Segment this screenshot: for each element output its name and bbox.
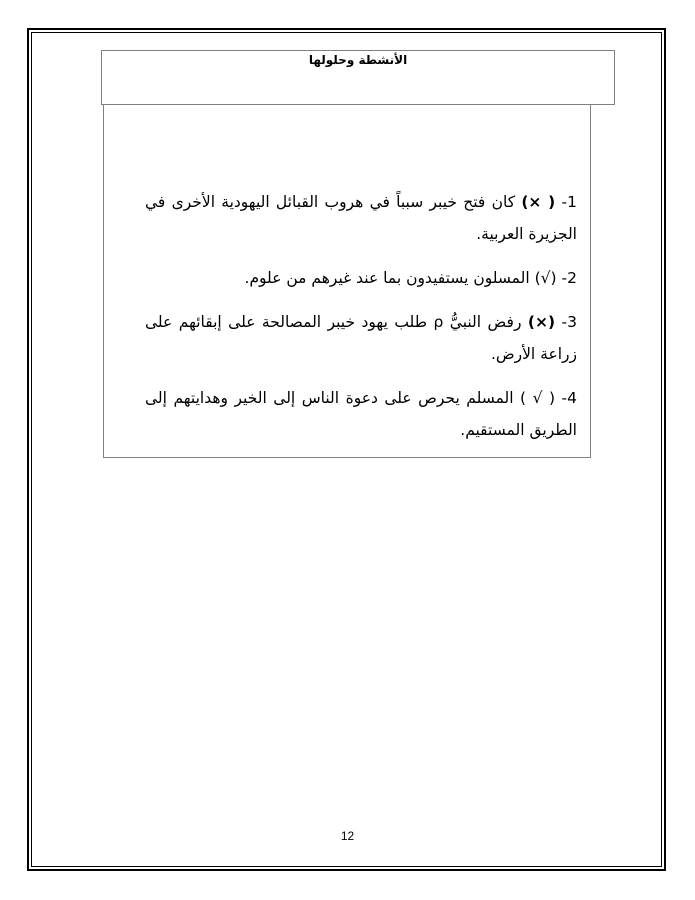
item-number: 1- — [561, 193, 577, 211]
item-mark: (×) — [527, 313, 556, 331]
answers-list — [145, 186, 577, 458]
item-mark: ( ×) — [521, 193, 556, 211]
item-text: كان فتح خيبر سبباً في هروب القبائل اليهودية الأخرى في الجزيرة العربية. — [145, 193, 577, 243]
item-mark: ( √ ) — [520, 389, 556, 407]
list-item — [145, 262, 577, 294]
item-text: المسلم يحرص على دعوة الناس إلى الخير وهدايتهم إلى الطريق المستقيم. — [145, 389, 577, 439]
item-text: رفض النبيُّ ρ طلب يهود خيبر المصالحة على إبقائهم على زراعة الأرض. — [145, 313, 577, 363]
page-title: الأنشطة وحلولها — [308, 53, 408, 67]
item-mark: (√) — [534, 269, 557, 287]
list-item — [145, 186, 577, 250]
page-number: 12 — [340, 829, 355, 843]
item-number: 4- — [561, 389, 578, 407]
item-text: المسلون يستفيدون بما عند غيرهم من علوم. — [244, 269, 530, 287]
list-item — [145, 382, 577, 446]
title-box — [101, 50, 615, 105]
item-number: 3- — [561, 313, 577, 331]
item-number: 2- — [561, 269, 577, 287]
list-item — [145, 306, 577, 370]
